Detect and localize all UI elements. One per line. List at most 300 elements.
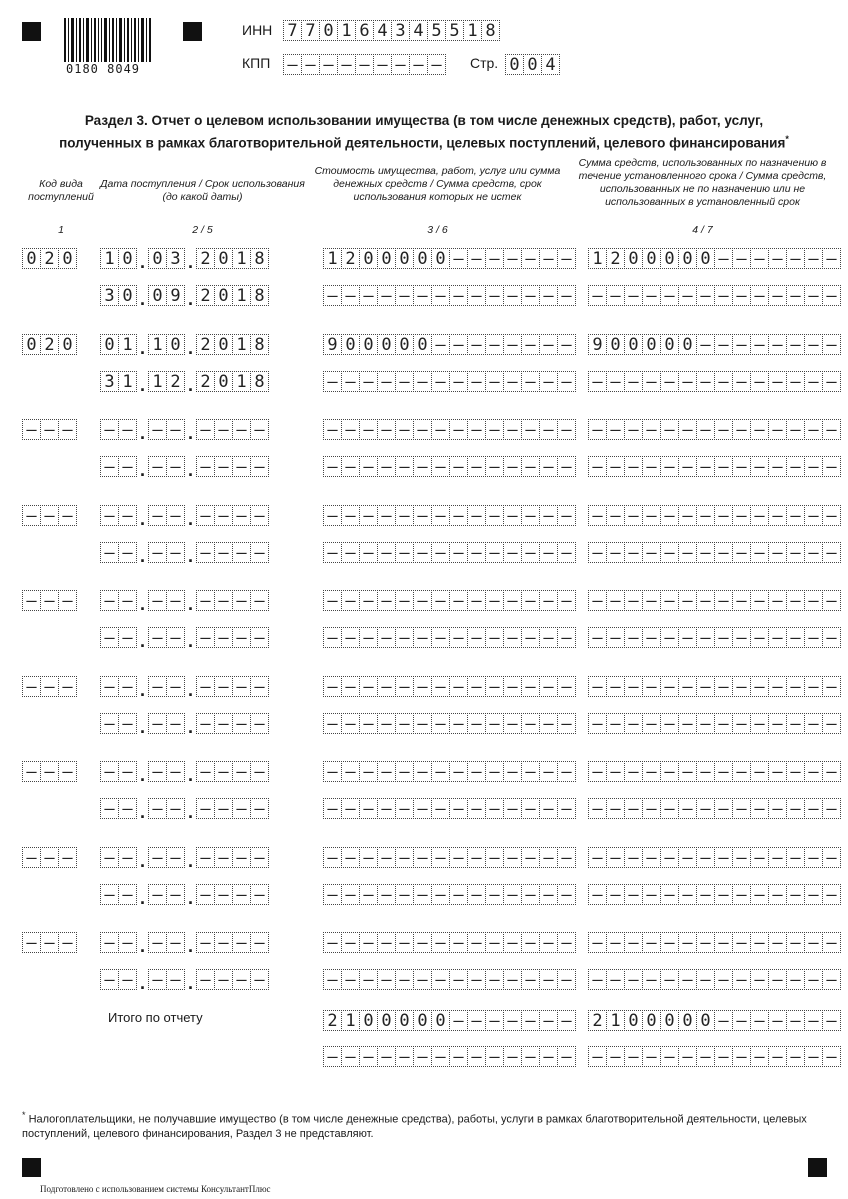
char-cell: – — [503, 456, 522, 477]
char-cell: – — [148, 456, 167, 477]
char-cell: – — [750, 456, 769, 477]
char-cell: – — [166, 627, 185, 648]
char-cell: – — [714, 713, 733, 734]
char-cell: – — [539, 761, 558, 782]
code-field[interactable] — [22, 932, 77, 953]
use-until-date-field[interactable] — [100, 798, 269, 822]
char-cell: – — [341, 285, 360, 306]
date-separator: . — [139, 680, 145, 700]
char-cell: – — [521, 798, 540, 819]
char-cell: – — [485, 285, 504, 306]
amount-unexpired-field[interactable] — [323, 713, 576, 734]
char-cell: – — [588, 798, 607, 819]
footnote — [22, 1108, 822, 1141]
char-cell: – — [485, 969, 504, 990]
date-separator: . — [139, 375, 145, 395]
char-cell: – — [822, 456, 841, 477]
char-cell: – — [431, 542, 450, 563]
receipt-date-field[interactable] — [100, 248, 269, 272]
char-cell: – — [606, 884, 625, 905]
misused-amount-field[interactable] — [588, 713, 841, 734]
char-cell: 1 — [606, 1010, 625, 1031]
char-cell: – — [696, 542, 715, 563]
char-cell: – — [732, 1010, 751, 1031]
receipt-date-field[interactable] — [100, 932, 269, 956]
char-cell: – — [319, 54, 338, 75]
char-cell: – — [485, 419, 504, 440]
char-cell: – — [521, 627, 540, 648]
inn-field[interactable] — [283, 20, 500, 41]
amount-unexpired-field[interactable] — [323, 969, 576, 990]
char-cell: – — [341, 371, 360, 392]
char-cell: – — [58, 847, 77, 868]
char-cell: – — [503, 761, 522, 782]
char-cell: – — [606, 969, 625, 990]
char-cell: – — [539, 676, 558, 697]
char-cell: – — [377, 419, 396, 440]
char-cell: 0 — [696, 248, 715, 269]
used-amount-field[interactable] — [588, 419, 841, 440]
code-field[interactable] — [22, 505, 77, 526]
use-until-date-field[interactable] — [100, 627, 269, 651]
char-cell: – — [714, 932, 733, 953]
char-cell: – — [166, 798, 185, 819]
amount-unexpired-field[interactable] — [323, 627, 576, 648]
char-cell: – — [822, 285, 841, 306]
char-cell: – — [431, 798, 450, 819]
char-cell: – — [485, 371, 504, 392]
amount-unexpired-field[interactable] — [323, 884, 576, 905]
char-cell: – — [521, 371, 540, 392]
char-cell: 7 — [301, 20, 320, 41]
char-cell: 0 — [359, 1010, 378, 1031]
char-cell: – — [750, 590, 769, 611]
char-cell: – — [395, 969, 414, 990]
char-cell: – — [786, 627, 805, 648]
amount-field[interactable] — [323, 505, 576, 526]
misused-amount-field[interactable] — [588, 371, 841, 392]
total-amount-field[interactable] — [323, 1010, 576, 1031]
corner-marker-top-left — [22, 22, 41, 41]
amount-field[interactable] — [323, 419, 576, 440]
char-cell: – — [503, 419, 522, 440]
page-number-field[interactable] — [505, 54, 560, 75]
char-cell: – — [250, 419, 269, 440]
char-cell: – — [431, 969, 450, 990]
char-cell: – — [588, 419, 607, 440]
char-cell: – — [768, 627, 787, 648]
char-cell: – — [714, 248, 733, 269]
char-cell: – — [391, 54, 410, 75]
char-cell: 2 — [40, 334, 59, 355]
date-separator: . — [187, 338, 193, 358]
date-separator: . — [187, 680, 193, 700]
char-cell: – — [539, 456, 558, 477]
char-cell: 0 — [413, 1010, 432, 1031]
char-cell: 0 — [678, 1010, 697, 1031]
char-cell: – — [431, 419, 450, 440]
total-used-field[interactable] — [588, 1010, 841, 1031]
char-cell: – — [359, 285, 378, 306]
char-cell: – — [100, 884, 119, 905]
misused-amount-field[interactable] — [588, 798, 841, 819]
char-cell: – — [449, 371, 468, 392]
char-cell: – — [431, 505, 450, 526]
char-cell: – — [588, 761, 607, 782]
char-cell: – — [503, 847, 522, 868]
char-cell: 1 — [588, 248, 607, 269]
receipt-date-field[interactable] — [100, 505, 269, 529]
receipt-date-field[interactable] — [100, 334, 269, 358]
col-number-3: 3 / 6 — [427, 224, 448, 236]
char-cell: 1 — [463, 20, 482, 41]
char-cell: – — [395, 285, 414, 306]
char-cell: – — [196, 456, 215, 477]
char-cell: 9 — [323, 334, 342, 355]
char-cell: – — [750, 285, 769, 306]
char-cell: – — [642, 371, 661, 392]
used-amount-field[interactable] — [588, 761, 841, 782]
char-cell: – — [822, 676, 841, 697]
receipt-date-field[interactable] — [100, 761, 269, 785]
amount-field[interactable] — [323, 248, 576, 269]
char-cell: – — [768, 1046, 787, 1067]
date-separator: . — [187, 289, 193, 309]
char-cell: – — [214, 847, 233, 868]
char-cell: 0 — [214, 248, 233, 269]
char-cell: – — [214, 713, 233, 734]
char-cell: – — [660, 713, 679, 734]
char-cell: – — [714, 505, 733, 526]
char-cell: – — [100, 456, 119, 477]
char-cell: – — [359, 847, 378, 868]
code-field[interactable] — [22, 334, 77, 355]
use-until-date-field[interactable] — [100, 285, 269, 309]
char-cell: – — [624, 371, 643, 392]
total-amount-unexpired-field[interactable] — [323, 1046, 576, 1067]
char-cell: – — [100, 590, 119, 611]
char-cell: – — [804, 371, 823, 392]
char-cell: – — [539, 419, 558, 440]
char-cell: – — [804, 542, 823, 563]
corner-marker-bottom-right — [808, 1158, 827, 1177]
char-cell: – — [750, 798, 769, 819]
char-cell: – — [678, 627, 697, 648]
char-cell: 7 — [283, 20, 302, 41]
prepared-with-note: Подготовлено с использованием системы КонсультантПлюс — [40, 1184, 271, 1194]
char-cell: – — [196, 505, 215, 526]
char-cell: 1 — [337, 20, 356, 41]
char-cell: – — [196, 676, 215, 697]
char-cell: – — [467, 590, 486, 611]
char-cell: – — [148, 505, 167, 526]
date-separator: . — [139, 973, 145, 993]
amount-unexpired-field[interactable] — [323, 542, 576, 563]
char-cell: – — [696, 285, 715, 306]
used-amount-field[interactable] — [588, 505, 841, 526]
char-cell: – — [118, 932, 137, 953]
date-separator: . — [187, 460, 193, 480]
char-cell: – — [660, 969, 679, 990]
char-cell: – — [660, 884, 679, 905]
char-cell: – — [148, 969, 167, 990]
char-cell: – — [196, 627, 215, 648]
col-number-2: 2 / 5 — [192, 224, 213, 236]
misused-amount-field[interactable] — [588, 627, 841, 648]
char-cell: – — [696, 1046, 715, 1067]
char-cell: – — [557, 969, 576, 990]
date-separator: . — [139, 888, 145, 908]
char-cell: – — [786, 542, 805, 563]
char-cell: – — [232, 761, 251, 782]
char-cell: – — [624, 847, 643, 868]
used-amount-field[interactable] — [588, 248, 841, 269]
char-cell: – — [148, 713, 167, 734]
char-cell: 8 — [250, 371, 269, 392]
char-cell: – — [395, 713, 414, 734]
date-separator: . — [187, 594, 193, 614]
char-cell: – — [232, 847, 251, 868]
char-cell: 8 — [481, 20, 500, 41]
char-cell: – — [431, 761, 450, 782]
char-cell: – — [822, 969, 841, 990]
char-cell: – — [732, 1046, 751, 1067]
used-amount-field[interactable] — [588, 847, 841, 868]
char-cell: – — [323, 285, 342, 306]
char-cell: – — [804, 847, 823, 868]
char-cell: – — [359, 371, 378, 392]
char-cell: – — [427, 54, 446, 75]
char-cell: – — [467, 847, 486, 868]
char-cell: – — [377, 285, 396, 306]
amount-field[interactable] — [323, 590, 576, 611]
amount-field[interactable] — [323, 676, 576, 697]
char-cell: – — [118, 761, 137, 782]
char-cell: 0 — [214, 371, 233, 392]
char-cell: – — [539, 932, 558, 953]
char-cell: – — [768, 590, 787, 611]
char-cell: – — [232, 542, 251, 563]
char-cell: – — [539, 1046, 558, 1067]
char-cell: – — [642, 676, 661, 697]
char-cell: – — [557, 713, 576, 734]
char-cell: – — [804, 1046, 823, 1067]
char-cell: – — [714, 847, 733, 868]
char-cell: – — [323, 884, 342, 905]
code-field[interactable] — [22, 419, 77, 440]
char-cell: 1 — [118, 371, 137, 392]
char-cell: – — [359, 884, 378, 905]
used-amount-field[interactable] — [588, 334, 841, 355]
char-cell: – — [521, 334, 540, 355]
char-cell: – — [521, 1046, 540, 1067]
amount-field[interactable] — [323, 334, 576, 355]
code-field[interactable] — [22, 676, 77, 697]
char-cell: – — [660, 590, 679, 611]
code-field[interactable] — [22, 761, 77, 782]
amount-unexpired-field[interactable] — [323, 456, 576, 477]
char-cell: – — [696, 627, 715, 648]
char-cell: 2 — [588, 1010, 607, 1031]
char-cell: – — [503, 932, 522, 953]
char-cell: 0 — [22, 248, 41, 269]
char-cell: – — [660, 419, 679, 440]
char-cell: – — [539, 969, 558, 990]
use-until-date-field[interactable] — [100, 542, 269, 566]
char-cell: – — [786, 456, 805, 477]
char-cell: – — [395, 932, 414, 953]
char-cell: – — [660, 505, 679, 526]
char-cell: – — [557, 884, 576, 905]
char-cell: – — [58, 419, 77, 440]
char-cell: 1 — [232, 371, 251, 392]
use-until-date-field[interactable] — [100, 456, 269, 480]
char-cell: – — [100, 676, 119, 697]
char-cell: – — [642, 542, 661, 563]
char-cell: – — [40, 505, 59, 526]
char-cell: – — [696, 847, 715, 868]
char-cell: – — [642, 713, 661, 734]
misused-amount-field[interactable] — [588, 456, 841, 477]
used-amount-field[interactable] — [588, 932, 841, 953]
kpp-field[interactable] — [283, 54, 446, 75]
amount-unexpired-field[interactable] — [323, 798, 576, 819]
char-cell: – — [696, 676, 715, 697]
char-cell: – — [557, 419, 576, 440]
char-cell: – — [449, 676, 468, 697]
char-cell: – — [642, 419, 661, 440]
col-header-used: Сумма средств, использованных по назначению в течение установленного срока / Сумма средств, использованных не по назначению или не использованных в установленный срок — [578, 157, 827, 208]
misused-amount-field[interactable] — [588, 285, 841, 306]
receipt-date-field[interactable] — [100, 676, 269, 700]
amount-unexpired-field[interactable] — [323, 285, 576, 306]
use-until-date-field[interactable] — [100, 884, 269, 908]
char-cell: – — [250, 505, 269, 526]
char-cell: 0 — [214, 285, 233, 306]
char-cell: – — [232, 676, 251, 697]
char-cell: – — [588, 456, 607, 477]
amount-field[interactable] — [323, 847, 576, 868]
char-cell: – — [768, 969, 787, 990]
use-until-date-field[interactable] — [100, 371, 269, 395]
char-cell: – — [214, 419, 233, 440]
date-separator: . — [187, 765, 193, 785]
char-cell: – — [539, 627, 558, 648]
receipt-date-field[interactable] — [100, 847, 269, 871]
char-cell: – — [341, 456, 360, 477]
char-cell: – — [804, 969, 823, 990]
char-cell: 9 — [166, 285, 185, 306]
char-cell: – — [732, 371, 751, 392]
char-cell: – — [678, 969, 697, 990]
char-cell: 0 — [606, 334, 625, 355]
char-cell: 0 — [678, 334, 697, 355]
code-field[interactable] — [22, 248, 77, 269]
receipt-date-field[interactable] — [100, 419, 269, 443]
misused-amount-field[interactable] — [588, 969, 841, 990]
char-cell: – — [323, 969, 342, 990]
amount-unexpired-field[interactable] — [323, 371, 576, 392]
used-amount-field[interactable] — [588, 590, 841, 611]
used-amount-field[interactable] — [588, 676, 841, 697]
misused-amount-field[interactable] — [588, 542, 841, 563]
char-cell: – — [732, 713, 751, 734]
char-cell: – — [678, 676, 697, 697]
total-misused-field[interactable] — [588, 1046, 841, 1067]
char-cell: – — [232, 884, 251, 905]
char-cell: – — [503, 1046, 522, 1067]
use-until-date-field[interactable] — [100, 713, 269, 737]
date-separator: . — [139, 423, 145, 443]
char-cell: – — [449, 248, 468, 269]
char-cell: – — [606, 932, 625, 953]
date-separator: . — [139, 851, 145, 871]
char-cell: – — [214, 590, 233, 611]
date-separator: . — [139, 802, 145, 822]
char-cell: – — [341, 505, 360, 526]
char-cell: – — [503, 713, 522, 734]
char-cell: – — [431, 371, 450, 392]
char-cell: – — [449, 419, 468, 440]
char-cell: – — [431, 676, 450, 697]
char-cell: – — [413, 456, 432, 477]
char-cell: – — [732, 456, 751, 477]
code-field[interactable] — [22, 590, 77, 611]
char-cell: – — [341, 847, 360, 868]
char-cell: – — [467, 1010, 486, 1031]
char-cell: – — [804, 932, 823, 953]
char-cell: – — [750, 248, 769, 269]
char-cell: – — [58, 676, 77, 697]
misused-amount-field[interactable] — [588, 884, 841, 905]
char-cell: – — [678, 419, 697, 440]
char-cell: 0 — [22, 334, 41, 355]
date-separator: . — [187, 631, 193, 651]
char-cell: – — [624, 761, 643, 782]
char-cell: – — [521, 847, 540, 868]
use-until-date-field[interactable] — [100, 969, 269, 993]
code-field[interactable] — [22, 847, 77, 868]
char-cell: – — [732, 798, 751, 819]
char-cell: – — [118, 542, 137, 563]
char-cell: – — [232, 590, 251, 611]
char-cell: – — [359, 761, 378, 782]
char-cell: – — [732, 542, 751, 563]
char-cell: 0 — [431, 1010, 450, 1031]
char-cell: – — [449, 713, 468, 734]
char-cell: – — [377, 969, 396, 990]
char-cell: – — [395, 847, 414, 868]
char-cell: – — [395, 1046, 414, 1067]
char-cell: – — [196, 932, 215, 953]
char-cell: – — [323, 761, 342, 782]
char-cell: – — [539, 505, 558, 526]
col-number-4: 4 / 7 — [692, 224, 713, 236]
char-cell: – — [732, 505, 751, 526]
char-cell: – — [660, 761, 679, 782]
char-cell: – — [557, 1046, 576, 1067]
char-cell: 2 — [196, 248, 215, 269]
amount-field[interactable] — [323, 932, 576, 953]
char-cell: 0 — [118, 248, 137, 269]
char-cell: – — [431, 884, 450, 905]
char-cell: – — [750, 713, 769, 734]
char-cell: 5 — [445, 20, 464, 41]
char-cell: – — [467, 542, 486, 563]
char-cell: – — [467, 334, 486, 355]
amount-field[interactable] — [323, 761, 576, 782]
receipt-date-field[interactable] — [100, 590, 269, 614]
